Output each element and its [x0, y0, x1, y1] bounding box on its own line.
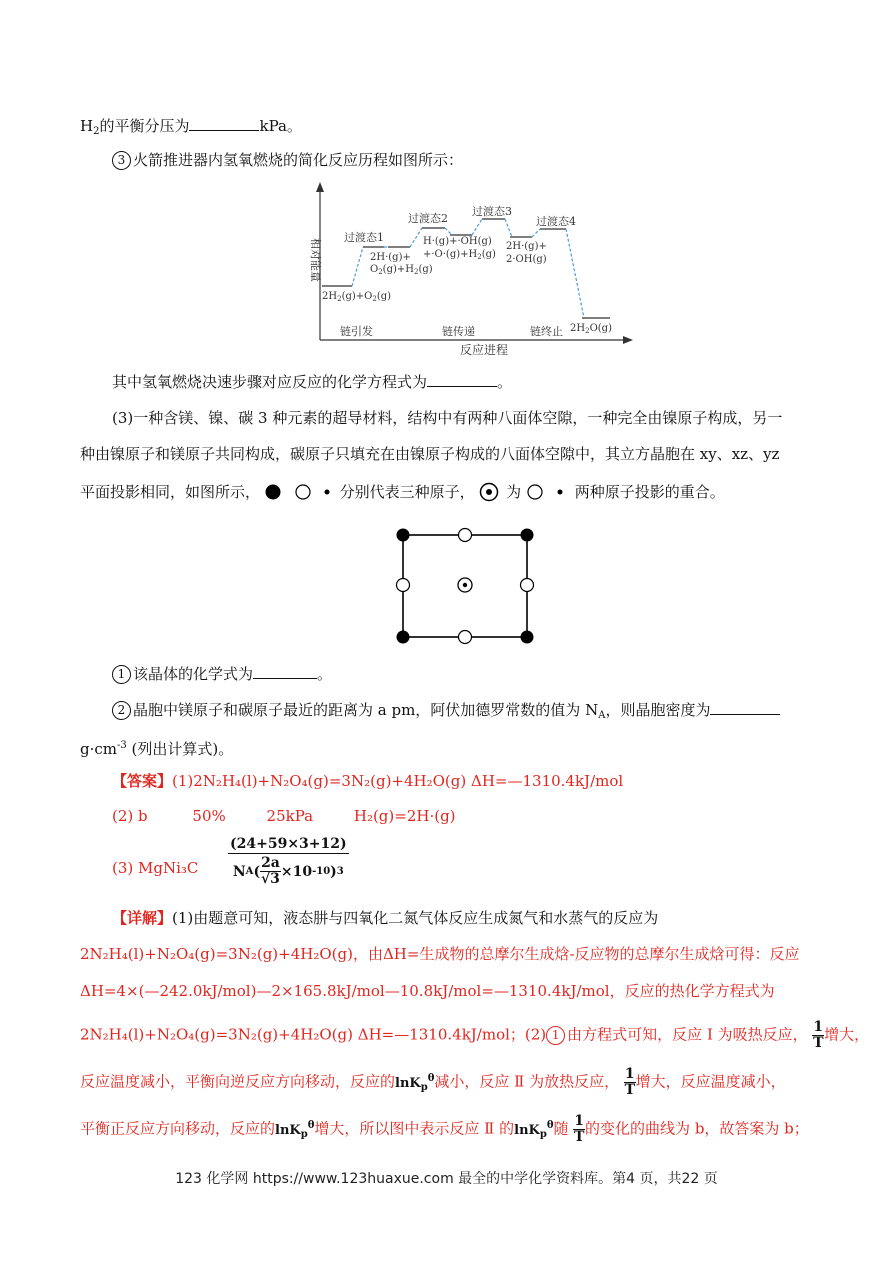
- frac-den: T: [573, 1129, 585, 1145]
- path-segment: [445, 228, 452, 235]
- q2-3-question-line: [112, 372, 512, 392]
- answer-blank: [253, 664, 317, 679]
- detail-5-a: 反应温度减小，平衡向逆反应方向移动，反应的: [80, 1072, 396, 1091]
- page-footer: 123 化学网 https://www.123huaxue.com 最全的中学化学资料库。第4 页，共22 页: [175, 1171, 718, 1187]
- period: 。: [497, 373, 513, 391]
- ts4-label: 过渡态4: [536, 215, 576, 228]
- inner-fraction: [260, 856, 281, 887]
- detail-6-d: 的变化的曲线为 b，故答案为 b；: [585, 1119, 809, 1138]
- white-atom-icon: [528, 485, 542, 499]
- q3-line3-b: 分别代表三种原子，: [339, 483, 475, 501]
- detail-line-6: [80, 1114, 809, 1145]
- times-ten: ×10: [280, 863, 313, 880]
- na-subscript: A: [245, 866, 254, 877]
- frac-den: T: [813, 1035, 824, 1051]
- unit-text: kPa。: [259, 117, 302, 135]
- stage-propagation-label: 链传递: [442, 325, 475, 338]
- answer-2-3: 25kPa: [266, 807, 314, 825]
- h-symbol: H: [80, 117, 94, 135]
- q3-2-line: [112, 700, 780, 726]
- int1-label-b: $O_2(g)+H_2(g)$: [370, 264, 433, 276]
- lnk-sub: p: [539, 1128, 547, 1140]
- product-label: $2H_2O(g)$: [570, 323, 612, 335]
- answer-1: (1)2N₂H₄(l)+N₂O₄(g)=3N₂(g)+4H₂O(g) ΔH=—1310.4kJ/mol: [172, 772, 624, 790]
- crystal-projection-diagram: [392, 524, 538, 648]
- circle-number-1: 1: [546, 1026, 565, 1045]
- atom-pair-icons: [526, 483, 570, 501]
- edge-atom-icon: [397, 579, 410, 592]
- path-segment: [472, 219, 482, 235]
- detail-line-5: [80, 1067, 786, 1098]
- frac-num: 1: [624, 1066, 635, 1082]
- center-dot-icon: [463, 583, 467, 587]
- answer-line-1: [112, 771, 623, 791]
- ts2-label: 过渡态2: [408, 212, 448, 225]
- detail-line-3: ΔH=4×(—242.0kJ/mol)—2×165.8kJ/mol—10.8kJ/mol=—1310.4kJ/mol，反应的热化学方程式为: [80, 982, 775, 1000]
- answer-2-4: H₂(g)=2H·(g): [353, 807, 456, 825]
- corner-atom-icon: [397, 631, 410, 644]
- q3-line3: [80, 482, 725, 502]
- frac-num: 1: [574, 1113, 585, 1129]
- detail-4-c: 增大，: [824, 1025, 870, 1044]
- lnk-sup: θ: [307, 1119, 315, 1131]
- q3-2-line2: [80, 736, 233, 759]
- corner-atom-icon: [521, 529, 534, 542]
- frac-den: T: [624, 1082, 635, 1098]
- detail-6-c: 随: [553, 1119, 569, 1138]
- lnk-sup: θ: [427, 1072, 435, 1084]
- q3-line3-a: 平面投影相同，如图所示，: [80, 483, 261, 501]
- answer-tag: 【答案】: [112, 772, 173, 790]
- density-numerator: (24+59×3+12): [230, 836, 347, 852]
- answer-2-1: (2) b: [112, 807, 148, 825]
- one-over-t-fraction: [573, 1114, 585, 1145]
- edge-atom-icon: [521, 579, 534, 592]
- overlap-atom-icon: [479, 482, 501, 502]
- q3-line2: 种由镍原子和镁原子共同构成，碳原子只填充在由镍原子构成的八面体空隙中，其立方晶胞在 xy、xz、yz: [80, 445, 780, 463]
- int2-label-b: $+\cdot O\cdot(g)+H_2(g)$: [423, 249, 496, 261]
- lnk-sub: p: [420, 1081, 428, 1093]
- q2-3-line: [112, 150, 463, 170]
- lnk-sub: p: [300, 1128, 308, 1140]
- y-axis-arrow-icon: [316, 182, 324, 192]
- path-segment: [566, 229, 584, 318]
- path-segment: [352, 247, 363, 286]
- one-over-t-fraction: [624, 1067, 636, 1098]
- lnk-text: lnK: [514, 1122, 540, 1138]
- ts1-label: 过渡态1: [344, 231, 384, 244]
- q2-tail-text: 的平衡分压为: [99, 117, 190, 135]
- stage-termination-label: 链终止: [530, 325, 563, 338]
- answer-blank: [427, 372, 497, 387]
- detail-tag: 【详解】: [112, 909, 173, 927]
- path-segment: [505, 219, 512, 237]
- lnk-text: lnK: [395, 1075, 421, 1091]
- y-axis-label: 相对能量: [309, 238, 322, 282]
- circle-number-3: 3: [112, 151, 131, 170]
- paren-open: (: [253, 863, 261, 880]
- small-dot-atom-icon: [557, 490, 562, 495]
- answer-line-2: [112, 806, 456, 826]
- small-dot-atom-icon: [324, 490, 329, 495]
- q2-3-question-text: 其中氢氧燃烧决速步骤对应反应的化学方程式为: [112, 373, 428, 391]
- exp: -10: [312, 866, 331, 877]
- edge-atom-icon: [459, 529, 472, 542]
- inner-num: 2a: [261, 855, 280, 871]
- answer-line-3: [112, 858, 198, 878]
- lnk-sup: θ: [546, 1119, 554, 1131]
- edge-atom-icon: [459, 631, 472, 644]
- int2-label-a: H·(g)+·OH(g): [423, 236, 492, 247]
- detail-1: (1)由题意可知，液态肼与四氧化二氮气体反应生成氮气和水蒸气的反应为: [172, 909, 659, 927]
- answer-3-formula: (3) MgNi₃C: [112, 859, 199, 877]
- q2-3-text: 火箭推进器内氢氧燃烧的简化反应历程如图所示：: [133, 151, 464, 169]
- q3-line1: (3)一种含镁、镍、碳 3 种元素的超导材料，结构中有两种八面体空隙，一种完全由镍原子构成，另一: [112, 409, 783, 427]
- cube-exp: 3: [336, 866, 344, 877]
- one-over-t-fraction: [812, 1020, 824, 1051]
- answer-blank: [710, 700, 780, 715]
- int3-label-a: 2H·(g)+: [506, 241, 547, 252]
- int1-label-a: 2H·(g)+: [370, 252, 411, 263]
- q3-2-text: 晶胞中镁原子和碳原子最近的距离为 a pm，阿伏加德罗常数的值为 N: [133, 701, 599, 719]
- circle-number-1: 1: [112, 665, 131, 684]
- period: 。: [317, 665, 333, 683]
- x-axis-arrow-icon: [623, 336, 633, 344]
- lnk-symbol: [395, 1072, 435, 1093]
- q3-1-text: 该晶体的化学式为: [133, 665, 254, 683]
- stage-initiation-label: 链引发: [340, 325, 373, 338]
- detail-6-b: 增大，所以图中表示反应 Ⅱ 的: [314, 1119, 515, 1138]
- paren-close: ): [330, 863, 337, 880]
- corner-atom-icon: [397, 529, 410, 542]
- lnk-symbol: [275, 1119, 315, 1140]
- lnk-symbol: [514, 1119, 554, 1140]
- circle-number-2: 2: [112, 701, 131, 720]
- inner-den: √3: [260, 871, 280, 887]
- white-atom-icon: [296, 485, 310, 499]
- detail-line-4: [80, 1020, 869, 1051]
- q3-1-line: [112, 664, 332, 684]
- density-expression: [228, 836, 349, 887]
- q3-line3-d: 两种原子投影的重合。: [574, 483, 725, 501]
- na-symbol: N: [232, 863, 246, 880]
- q3-2-note: (列出计算式)。: [126, 740, 234, 758]
- q3-2-text2: ，则晶胞密度为: [605, 701, 711, 719]
- detail-line-1: [112, 908, 658, 928]
- int3-label-b: 2·OH(g): [506, 254, 547, 265]
- x-axis-label: 反应进程: [460, 343, 509, 357]
- unit-superscript: -3: [117, 740, 127, 751]
- reactant-label: $2H_2(g)+O_2(g)$: [322, 291, 392, 303]
- corner-atom-icon: [521, 631, 534, 644]
- energy-diagram: [300, 182, 635, 360]
- ts3-label: 过渡态3: [472, 205, 512, 218]
- black-atom-icon: [265, 485, 280, 500]
- path-segment: [532, 229, 540, 237]
- density-denominator: [228, 854, 349, 887]
- detail-line-2: 2N₂H₄(l)+N₂O₄(g)=3N₂(g)+4H₂O(g)，由ΔH=生成物的总摩尔生成焓-反应物的总摩尔生成焓可得：反应: [80, 945, 800, 963]
- q2-tail-line: [80, 116, 302, 142]
- h-subscript: 2: [93, 126, 100, 137]
- answer-2-2: 50%: [192, 807, 226, 825]
- q3-line3-c: 为: [506, 483, 522, 501]
- detail-4-b: 由方程式可知，反应 Ⅰ 为吸热反应，: [567, 1025, 808, 1044]
- na-subscript: A: [598, 710, 606, 721]
- frac-num: 1: [813, 1019, 824, 1035]
- detail-4-a: 2N₂H₄(l)+N₂O₄(g)=3N₂(g)+4H₂O(g) ΔH=—1310.4kJ/mol；(2): [80, 1025, 547, 1044]
- atom-legend-icons: [265, 483, 335, 501]
- detail-5-b: 减小，反应 Ⅱ 为放热反应，: [434, 1072, 620, 1091]
- detail-5-c: 增大，反应温度减小，: [635, 1072, 786, 1091]
- unit-text: g·cm: [80, 740, 117, 758]
- answer-blank: [189, 116, 259, 131]
- path-segment: [410, 228, 422, 247]
- lnk-text: lnK: [275, 1122, 301, 1138]
- detail-6-a: 平衡正反应方向移动，反应的: [80, 1119, 276, 1138]
